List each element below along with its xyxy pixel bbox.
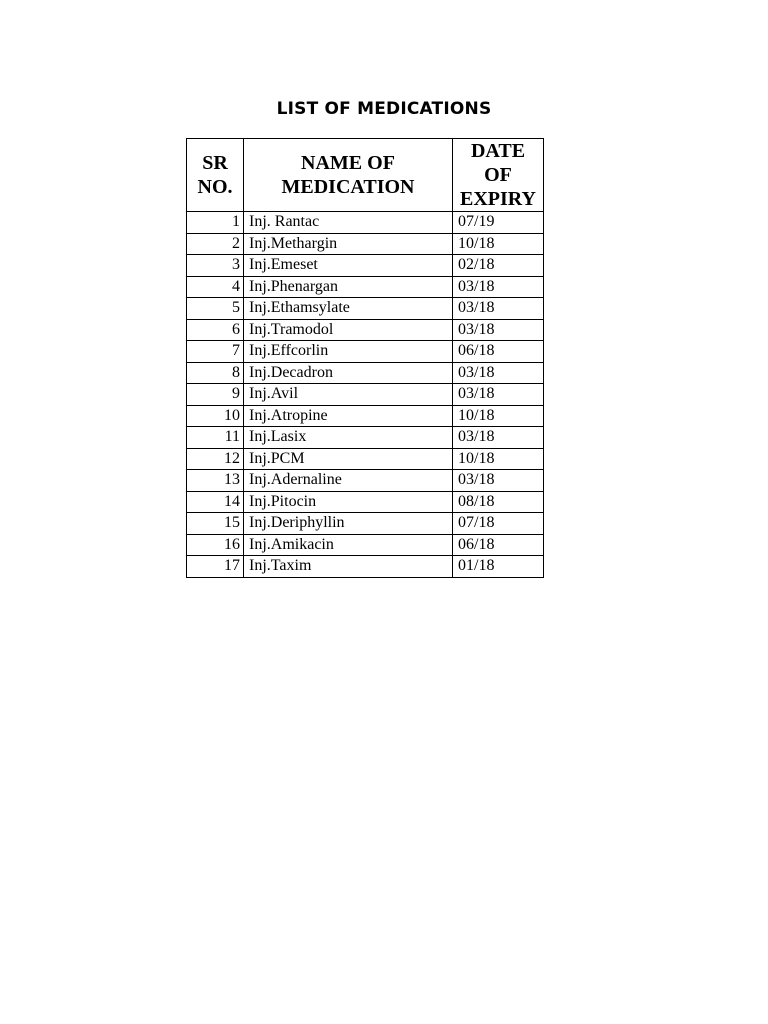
- medication-name-cell: Inj.Deriphyllin: [244, 513, 453, 535]
- sr-no-cell: 15: [187, 513, 244, 535]
- expiry-date-cell: 03/18: [453, 319, 544, 341]
- medication-name-cell: Inj.Effcorlin: [244, 341, 453, 363]
- sr-no-cell: 7: [187, 341, 244, 363]
- medication-name-cell: Inj.Atropine: [244, 405, 453, 427]
- page-title: LIST OF MEDICATIONS: [276, 99, 492, 119]
- expiry-date-cell: 03/18: [453, 384, 544, 406]
- medication-name-cell: Inj.Pitocin: [244, 491, 453, 513]
- medication-name-cell: Inj. Rantac: [244, 212, 453, 234]
- expiry-date-cell: 07/19: [453, 212, 544, 234]
- table-row: [187, 470, 544, 492]
- header-medication-name: [244, 139, 453, 212]
- sr-no-cell: 9: [187, 384, 244, 406]
- expiry-date-cell: 02/18: [453, 255, 544, 277]
- expiry-date-cell: 06/18: [453, 341, 544, 363]
- medication-name-cell: Inj.Adernaline: [244, 470, 453, 492]
- header-name-line2: MEDICATION: [281, 176, 415, 198]
- medication-name-cell: Inj.Methargin: [244, 233, 453, 255]
- header-row: [187, 139, 544, 212]
- table-row: [187, 341, 544, 363]
- header-sr-line1: SR: [202, 152, 228, 174]
- medication-name-cell: Inj.Lasix: [244, 427, 453, 449]
- sr-no-cell: 5: [187, 298, 244, 320]
- table-row: [187, 556, 544, 578]
- table-body: [187, 212, 544, 578]
- sr-no-cell: 17: [187, 556, 244, 578]
- expiry-date-cell: 06/18: [453, 534, 544, 556]
- table-row: [187, 276, 544, 298]
- expiry-date-cell: 10/18: [453, 233, 544, 255]
- expiry-date-cell: 01/18: [453, 556, 544, 578]
- expiry-date-cell: 10/18: [453, 405, 544, 427]
- expiry-date-cell: 03/18: [453, 362, 544, 384]
- table-row: [187, 405, 544, 427]
- header-date-of-expiry: [453, 139, 544, 212]
- sr-no-cell: 10: [187, 405, 244, 427]
- table-row: [187, 212, 544, 234]
- sr-no-cell: 6: [187, 319, 244, 341]
- header-sr-line2: NO.: [197, 176, 233, 198]
- expiry-date-cell: 03/18: [453, 470, 544, 492]
- medication-name-cell: Inj.Phenargan: [244, 276, 453, 298]
- medication-name-cell: Inj.Tramodol: [244, 319, 453, 341]
- expiry-date-cell: 03/18: [453, 276, 544, 298]
- table-row: [187, 491, 544, 513]
- medications-table: [186, 138, 544, 578]
- medication-name-cell: Inj.Decadron: [244, 362, 453, 384]
- header-sr-no: [187, 139, 244, 212]
- table-row: [187, 448, 544, 470]
- expiry-date-cell: 08/18: [453, 491, 544, 513]
- medication-name-cell: Inj.Emeset: [244, 255, 453, 277]
- header-name-line1: NAME OF: [301, 152, 395, 174]
- sr-no-cell: 16: [187, 534, 244, 556]
- table-row: [187, 233, 544, 255]
- medication-name-cell: Inj.Ethamsylate: [244, 298, 453, 320]
- sr-no-cell: 13: [187, 470, 244, 492]
- header-date-line1: DATE: [470, 140, 526, 162]
- medication-name-cell: Inj.PCM: [244, 448, 453, 470]
- expiry-date-cell: 03/18: [453, 298, 544, 320]
- sr-no-cell: 1: [187, 212, 244, 234]
- table-row: [187, 255, 544, 277]
- table-row: [187, 427, 544, 449]
- sr-no-cell: 3: [187, 255, 244, 277]
- table-header: [187, 139, 544, 212]
- table-row: [187, 534, 544, 556]
- sr-no-cell: 4: [187, 276, 244, 298]
- table-row: [187, 298, 544, 320]
- table-row: [187, 362, 544, 384]
- medication-name-cell: Inj.Taxim: [244, 556, 453, 578]
- header-date-line2: OF: [484, 164, 512, 186]
- medication-name-cell: Inj.Amikacin: [244, 534, 453, 556]
- table-row: [187, 319, 544, 341]
- sr-no-cell: 2: [187, 233, 244, 255]
- expiry-date-cell: 03/18: [453, 427, 544, 449]
- expiry-date-cell: 10/18: [453, 448, 544, 470]
- sr-no-cell: 14: [187, 491, 244, 513]
- sr-no-cell: 12: [187, 448, 244, 470]
- medication-name-cell: Inj.Avil: [244, 384, 453, 406]
- header-date-line3: EXPIRY: [460, 188, 536, 210]
- table-row: [187, 513, 544, 535]
- table-row: [187, 384, 544, 406]
- expiry-date-cell: 07/18: [453, 513, 544, 535]
- sr-no-cell: 8: [187, 362, 244, 384]
- sr-no-cell: 11: [187, 427, 244, 449]
